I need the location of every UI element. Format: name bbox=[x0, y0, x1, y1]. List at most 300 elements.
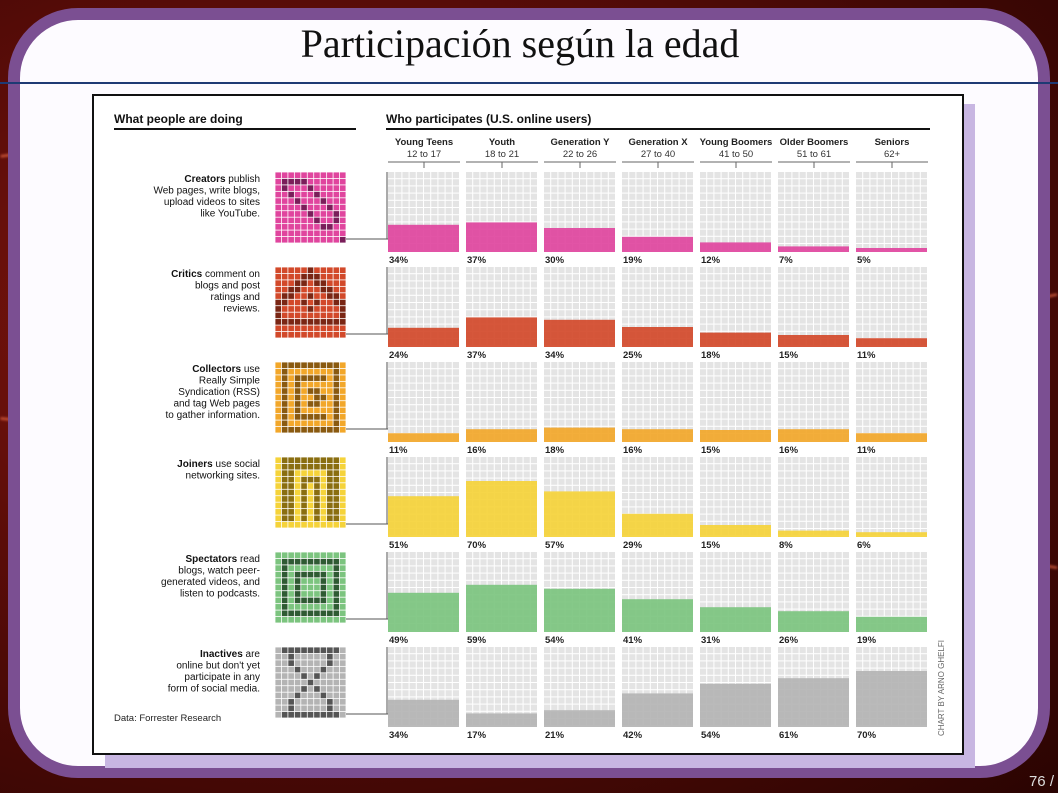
icon-pixel bbox=[314, 477, 320, 483]
icon-pixel bbox=[275, 211, 281, 217]
grid-cell bbox=[566, 215, 572, 221]
grid-cell bbox=[914, 317, 920, 323]
grid-cell bbox=[395, 369, 401, 375]
grid-cell bbox=[758, 208, 764, 214]
grid-cell bbox=[687, 507, 693, 513]
value-label: 12% bbox=[701, 255, 721, 266]
grid-cell bbox=[800, 362, 806, 368]
grid-cell bbox=[424, 274, 430, 280]
grid-cell bbox=[417, 201, 423, 207]
grid-cell bbox=[651, 405, 657, 411]
grid-cell bbox=[800, 420, 806, 426]
grid-cell bbox=[680, 274, 686, 280]
grid-cell bbox=[800, 412, 806, 418]
icon-pixel bbox=[295, 470, 301, 476]
grid-cell bbox=[651, 500, 657, 506]
grid-cell bbox=[558, 215, 564, 221]
grid-cell bbox=[580, 690, 586, 696]
grid-cell bbox=[700, 405, 706, 411]
grid-cell bbox=[836, 362, 842, 368]
grid-cell bbox=[906, 610, 912, 616]
grid-cell bbox=[587, 376, 593, 382]
grid-cell bbox=[466, 172, 472, 178]
grid-cell bbox=[722, 303, 728, 309]
icon-pixel bbox=[275, 585, 281, 591]
icon-pixel bbox=[314, 654, 320, 660]
grid-cell bbox=[878, 391, 884, 397]
grid-cell bbox=[573, 222, 579, 228]
icon-pixel bbox=[321, 522, 327, 528]
grid-cell bbox=[800, 186, 806, 192]
grid-cell bbox=[814, 574, 820, 580]
icon-pixel bbox=[301, 267, 307, 273]
grid-cell bbox=[395, 398, 401, 404]
grid-cell bbox=[509, 574, 515, 580]
grid-cell bbox=[453, 427, 459, 433]
icon-pixel bbox=[327, 427, 333, 433]
grid-cell bbox=[906, 595, 912, 601]
grid-cell bbox=[636, 500, 642, 506]
grid-cell bbox=[502, 654, 508, 660]
icon-pixel bbox=[295, 483, 301, 489]
grid-cell bbox=[700, 296, 706, 302]
icon-pixel bbox=[275, 375, 281, 381]
grid-cell bbox=[558, 566, 564, 572]
grid-cell bbox=[836, 479, 842, 485]
grid-cell bbox=[807, 215, 813, 221]
grid-cell bbox=[765, 208, 771, 214]
grid-cell bbox=[821, 215, 827, 221]
icon-pixel bbox=[327, 408, 333, 414]
grid-cell bbox=[700, 201, 706, 207]
icon-pixel bbox=[333, 224, 339, 230]
icon-pixel bbox=[295, 712, 301, 718]
grid-cell bbox=[453, 384, 459, 390]
icon-pixel bbox=[327, 306, 333, 312]
grid-cell bbox=[566, 559, 572, 565]
grid-cell bbox=[558, 654, 564, 660]
icon-pixel bbox=[308, 680, 314, 686]
grid-cell bbox=[558, 581, 564, 587]
grid-cell bbox=[800, 281, 806, 287]
grid-cell bbox=[665, 281, 671, 287]
grid-cell bbox=[828, 179, 834, 185]
grid-cell bbox=[466, 420, 472, 426]
grid-cell bbox=[807, 310, 813, 316]
grid-cell bbox=[516, 369, 522, 375]
icon-pixel bbox=[288, 313, 294, 319]
grid-cell bbox=[402, 486, 408, 492]
grid-cell bbox=[480, 412, 486, 418]
grid-cell bbox=[807, 186, 813, 192]
grid-cell bbox=[736, 194, 742, 200]
grid-cell bbox=[878, 581, 884, 587]
grid-cell bbox=[566, 267, 572, 273]
grid-cell bbox=[466, 289, 472, 295]
icon-pixel bbox=[282, 179, 288, 185]
grid-cell bbox=[558, 669, 564, 675]
grid-cell bbox=[417, 310, 423, 316]
icon-pixel bbox=[321, 559, 327, 565]
grid-cell bbox=[544, 172, 550, 178]
grid-cell bbox=[410, 208, 416, 214]
grid-cell bbox=[680, 194, 686, 200]
grid-cell bbox=[551, 194, 557, 200]
grid-cell bbox=[700, 172, 706, 178]
grid-cell bbox=[743, 179, 749, 185]
bar bbox=[388, 593, 459, 632]
grid-cell bbox=[807, 208, 813, 214]
grid-cell bbox=[680, 201, 686, 207]
grid-cell bbox=[453, 398, 459, 404]
grid-cell bbox=[495, 186, 501, 192]
grid-cell bbox=[863, 515, 869, 521]
icon-pixel bbox=[275, 325, 281, 331]
grid-cell bbox=[438, 574, 444, 580]
grid-cell bbox=[758, 493, 764, 499]
grid-cell bbox=[622, 179, 628, 185]
icon-pixel bbox=[275, 218, 281, 224]
grid-cell bbox=[765, 215, 771, 221]
grid-cell bbox=[551, 398, 557, 404]
grid-cell bbox=[878, 194, 884, 200]
grid-cell bbox=[424, 186, 430, 192]
grid-cell bbox=[558, 194, 564, 200]
icon-pixel bbox=[275, 470, 281, 476]
grid-cell bbox=[921, 412, 927, 418]
grid-cell bbox=[758, 194, 764, 200]
grid-cell bbox=[410, 186, 416, 192]
grid-cell bbox=[914, 281, 920, 287]
icon-pixel bbox=[333, 647, 339, 653]
grid-cell bbox=[672, 420, 678, 426]
icon-pixel bbox=[340, 552, 346, 558]
grid-cell bbox=[395, 676, 401, 682]
grid-cell bbox=[878, 310, 884, 316]
grid-cell bbox=[594, 310, 600, 316]
grid-cell bbox=[644, 479, 650, 485]
grid-cell bbox=[531, 697, 537, 703]
grid-cell bbox=[558, 186, 564, 192]
grid-cell bbox=[551, 420, 557, 426]
icon-pixel bbox=[282, 591, 288, 597]
grid-cell bbox=[736, 237, 742, 243]
icon-pixel bbox=[314, 699, 320, 705]
grid-cell bbox=[856, 274, 862, 280]
value-label: 18% bbox=[545, 445, 565, 456]
icon-pixel bbox=[295, 313, 301, 319]
grid-cell bbox=[885, 574, 891, 580]
grid-cell bbox=[417, 661, 423, 667]
grid-cell bbox=[446, 683, 452, 689]
grid-cell bbox=[885, 493, 891, 499]
icon-pixel bbox=[301, 420, 307, 426]
grid-cell bbox=[914, 412, 920, 418]
grid-cell bbox=[629, 552, 635, 558]
grid-cell bbox=[700, 479, 706, 485]
grid-cell bbox=[424, 376, 430, 382]
grid-cell bbox=[566, 376, 572, 382]
icon-pixel bbox=[314, 464, 320, 470]
grid-cell bbox=[758, 296, 764, 302]
grid-cell bbox=[856, 194, 862, 200]
icon-pixel bbox=[340, 617, 346, 623]
grid-cell bbox=[651, 391, 657, 397]
grid-cell bbox=[609, 574, 615, 580]
grid-cell bbox=[899, 427, 905, 433]
grid-cell bbox=[814, 464, 820, 470]
grid-cell bbox=[821, 515, 827, 521]
grid-cell bbox=[863, 479, 869, 485]
grid-cell bbox=[446, 647, 452, 653]
icon-pixel bbox=[295, 401, 301, 407]
icon-pixel bbox=[288, 362, 294, 368]
grid-cell bbox=[438, 201, 444, 207]
grid-cell bbox=[736, 274, 742, 280]
grid-cell bbox=[609, 552, 615, 558]
grid-cell bbox=[899, 457, 905, 463]
grid-cell bbox=[828, 581, 834, 587]
grid-cell bbox=[644, 588, 650, 594]
icon-pixel bbox=[340, 427, 346, 433]
value-label: 19% bbox=[623, 255, 643, 266]
grid-cell bbox=[629, 317, 635, 323]
grid-cell bbox=[856, 486, 862, 492]
grid-cell bbox=[821, 194, 827, 200]
icon-pixel bbox=[301, 572, 307, 578]
grid-cell bbox=[729, 208, 735, 214]
grid-cell bbox=[800, 376, 806, 382]
grid-cell bbox=[402, 420, 408, 426]
grid-cell bbox=[906, 588, 912, 594]
grid-cell bbox=[644, 420, 650, 426]
grid-cell bbox=[870, 493, 876, 499]
icon-pixel bbox=[340, 414, 346, 420]
grid-cell bbox=[785, 588, 791, 594]
grid-cell bbox=[687, 420, 693, 426]
grid-cell bbox=[843, 398, 849, 404]
grid-cell bbox=[687, 172, 693, 178]
grid-cell bbox=[807, 230, 813, 236]
grid-cell bbox=[814, 317, 820, 323]
grid-cell bbox=[765, 391, 771, 397]
grid-cell bbox=[417, 281, 423, 287]
icon-pixel bbox=[340, 224, 346, 230]
grid-cell bbox=[870, 267, 876, 273]
grid-cell bbox=[906, 332, 912, 338]
grid-cell bbox=[466, 669, 472, 675]
grid-cell bbox=[566, 384, 572, 390]
grid-cell bbox=[921, 194, 927, 200]
icon-pixel bbox=[295, 591, 301, 597]
grid-cell bbox=[892, 201, 898, 207]
grid-cell bbox=[495, 391, 501, 397]
grid-cell bbox=[828, 222, 834, 228]
grid-cell bbox=[395, 427, 401, 433]
grid-cell bbox=[785, 500, 791, 506]
grid-cell bbox=[821, 230, 827, 236]
grid-cell bbox=[509, 398, 515, 404]
grid-cell bbox=[580, 552, 586, 558]
value-label: 15% bbox=[701, 445, 721, 456]
grid-cell bbox=[758, 289, 764, 295]
grid-cell bbox=[502, 705, 508, 711]
grid-cell bbox=[722, 222, 728, 228]
grid-cell bbox=[863, 376, 869, 382]
grid-cell bbox=[622, 486, 628, 492]
grid-cell bbox=[814, 172, 820, 178]
grid-cell bbox=[502, 362, 508, 368]
grid-cell bbox=[863, 369, 869, 375]
grid-cell bbox=[836, 222, 842, 228]
grid-cell bbox=[395, 559, 401, 565]
grid-cell bbox=[870, 507, 876, 513]
grid-cell bbox=[453, 464, 459, 470]
icon-pixel bbox=[282, 515, 288, 521]
grid-cell bbox=[402, 405, 408, 411]
grid-cell bbox=[580, 208, 586, 214]
grid-cell bbox=[587, 215, 593, 221]
icon-pixel bbox=[314, 369, 320, 375]
grid-cell bbox=[665, 479, 671, 485]
grid-cell bbox=[602, 566, 608, 572]
grid-cell bbox=[488, 362, 494, 368]
grid-cell bbox=[892, 602, 898, 608]
grid-cell bbox=[602, 559, 608, 565]
grid-cell bbox=[466, 179, 472, 185]
icon-pixel bbox=[301, 673, 307, 679]
grid-cell bbox=[722, 215, 728, 221]
grid-cell bbox=[453, 647, 459, 653]
grid-cell bbox=[665, 588, 671, 594]
slide-title: Participación según la edad bbox=[300, 21, 740, 66]
grid-cell bbox=[388, 384, 394, 390]
group-name: Older Boomers bbox=[779, 137, 849, 148]
grid-cell bbox=[644, 267, 650, 273]
grid-cell bbox=[509, 194, 515, 200]
icon-pixel bbox=[321, 572, 327, 578]
grid-cell bbox=[453, 215, 459, 221]
grid-cell bbox=[807, 588, 813, 594]
grid-cell bbox=[885, 595, 891, 601]
grid-cell bbox=[524, 172, 530, 178]
grid-cell bbox=[573, 384, 579, 390]
grid-cell bbox=[551, 201, 557, 207]
grid-cell bbox=[906, 186, 912, 192]
grid-cell bbox=[446, 552, 452, 558]
grid-cell bbox=[743, 486, 749, 492]
grid-cell bbox=[899, 552, 905, 558]
grid-cell bbox=[466, 194, 472, 200]
icon-pixel bbox=[288, 401, 294, 407]
grid-cell bbox=[821, 457, 827, 463]
grid-cell bbox=[743, 574, 749, 580]
grid-cell bbox=[921, 493, 927, 499]
grid-cell bbox=[524, 369, 530, 375]
icon-pixel bbox=[275, 515, 281, 521]
icon-pixel bbox=[295, 237, 301, 243]
icon-pixel bbox=[308, 686, 314, 692]
grid-cell bbox=[629, 310, 635, 316]
grid-cell bbox=[566, 464, 572, 470]
grid-cell bbox=[672, 479, 678, 485]
grid-cell bbox=[736, 281, 742, 287]
icon-pixel bbox=[327, 572, 333, 578]
grid-cell bbox=[892, 464, 898, 470]
grid-cell bbox=[551, 683, 557, 689]
grid-cell bbox=[644, 559, 650, 565]
grid-cell bbox=[914, 201, 920, 207]
grid-cell bbox=[466, 559, 472, 565]
grid-cell bbox=[636, 471, 642, 477]
grid-cell bbox=[453, 317, 459, 323]
grid-cell bbox=[388, 369, 394, 375]
grid-cell bbox=[921, 486, 927, 492]
icon-pixel bbox=[282, 237, 288, 243]
grid-cell bbox=[836, 172, 842, 178]
grid-cell bbox=[558, 362, 564, 368]
grid-cell bbox=[558, 310, 564, 316]
grid-cell bbox=[495, 296, 501, 302]
icon-pixel bbox=[340, 192, 346, 198]
grid-cell bbox=[495, 208, 501, 214]
grid-cell bbox=[551, 310, 557, 316]
icon-pixel bbox=[295, 693, 301, 699]
grid-cell bbox=[722, 281, 728, 287]
grid-cell bbox=[573, 412, 579, 418]
grid-cell bbox=[395, 376, 401, 382]
grid-cell bbox=[743, 457, 749, 463]
icon-pixel bbox=[308, 610, 314, 616]
grid-cell bbox=[544, 274, 550, 280]
icon-pixel bbox=[308, 325, 314, 331]
icon-pixel bbox=[275, 401, 281, 407]
grid-cell bbox=[544, 479, 550, 485]
icon-pixel bbox=[321, 306, 327, 312]
grid-cell bbox=[573, 697, 579, 703]
grid-cell bbox=[558, 661, 564, 667]
grid-cell bbox=[892, 332, 898, 338]
grid-cell bbox=[636, 507, 642, 513]
grid-cell bbox=[480, 566, 486, 572]
grid-cell bbox=[836, 602, 842, 608]
grid-cell bbox=[431, 186, 437, 192]
grid-cell bbox=[729, 464, 735, 470]
grid-cell bbox=[714, 179, 720, 185]
grid-cell bbox=[722, 208, 728, 214]
icon-pixel bbox=[327, 693, 333, 699]
icon-pixel bbox=[288, 280, 294, 286]
grid-cell bbox=[870, 172, 876, 178]
grid-cell bbox=[636, 222, 642, 228]
grid-cell bbox=[438, 471, 444, 477]
icon-pixel bbox=[288, 300, 294, 306]
grid-cell bbox=[587, 566, 593, 572]
icon-pixel bbox=[340, 218, 346, 224]
grid-cell bbox=[587, 464, 593, 470]
grid-cell bbox=[438, 647, 444, 653]
grid-cell bbox=[807, 222, 813, 228]
grid-cell bbox=[388, 310, 394, 316]
grid-cell bbox=[516, 676, 522, 682]
grid-cell bbox=[417, 369, 423, 375]
grid-cell bbox=[736, 317, 742, 323]
grid-cell bbox=[395, 552, 401, 558]
grid-cell bbox=[580, 574, 586, 580]
icon-pixel bbox=[308, 414, 314, 420]
grid-cell bbox=[509, 267, 515, 273]
grid-cell bbox=[438, 391, 444, 397]
